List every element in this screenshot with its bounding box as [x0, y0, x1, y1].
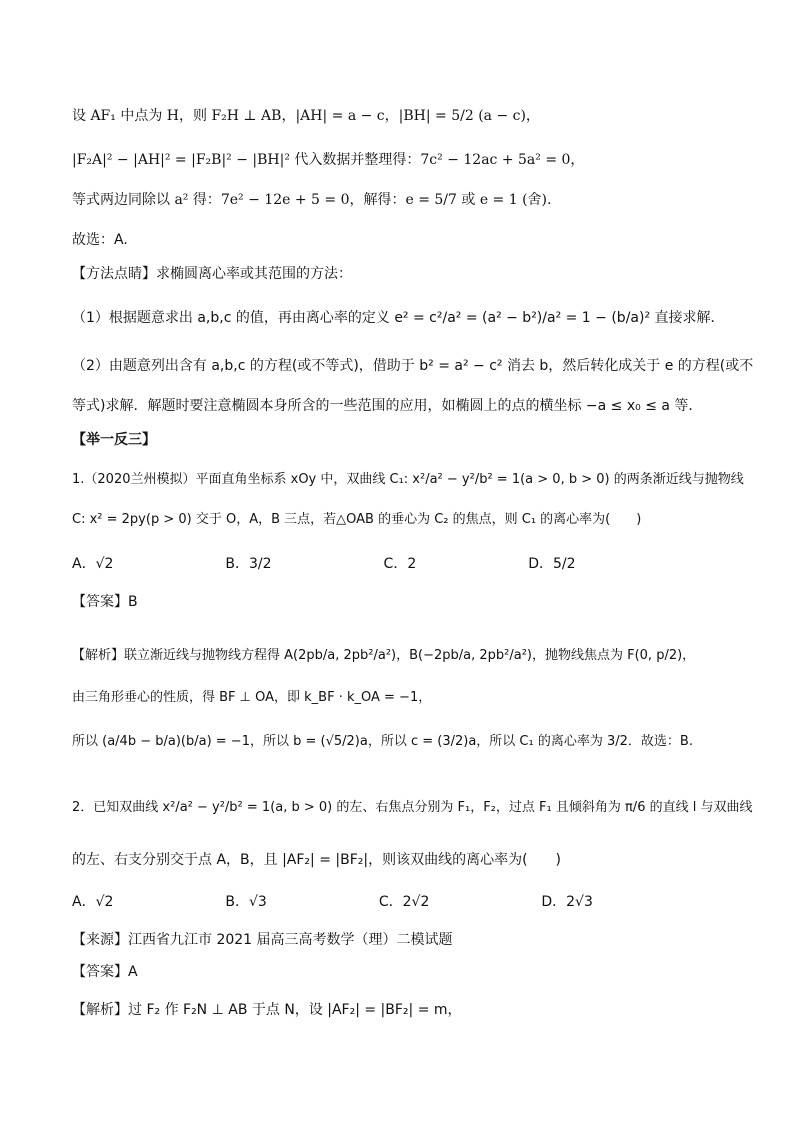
text-line-17: 2．已知双曲线 x²/a² − y²/b² = 1(a, b > 0) 的左、右焦点分别为 F₁，F₂，过点 F₁ 且倾斜角为 π/6 的直线 l 与双曲线 [72, 800, 753, 815]
text-line-3: 等式两边同除以 a² 得：7e² − 12e + 5 = 0，解得：e = 5/7 或 e = 1 (舍). [72, 192, 552, 208]
text-line-19: A．√2 B．√3 C．2√2 D．2√3 [72, 894, 593, 910]
text-line-10: 1.（2020兰州模拟）平面直角坐标系 xOy 中，双曲线 C₁: x²/a² − y²/b² = 1(a > 0, b > 0) 的两条渐近线与抛物线 [72, 472, 744, 487]
text-line-22: 【解析】过 F₂ 作 F₂N ⊥ AB 于点 N，设 |AF₂| = |BF₂| = m， [72, 1002, 462, 1018]
text-line-13: 【答案】B [72, 594, 138, 610]
text-line-5: 【方法点睛】求椭圆离心率或其范围的方法： [72, 266, 352, 282]
text-line-20: 【来源】江西省九江市 2021 届高三高考数学（理）二模试题 [72, 932, 453, 948]
text-line-16: 所以 (a/4b − b/a)(b/a) = −1，所以 b = (√5/2)a，所以 c = (3/2)a，所以 C₁ 的离心率为 3/2．故选：B. [72, 734, 693, 749]
text-line-21: 【答案】A [72, 964, 138, 980]
text-line-14: 【解析】联立渐近线与抛物线方程得 A(2pb/a, 2pb²/a²)，B(−2pb/a, 2pb²/a²)，抛物线焦点为 F(0, p/2)， [72, 648, 696, 663]
text-line-9: 【举一反三】 [72, 432, 156, 448]
text-line-4: 故选：A. [72, 232, 128, 248]
text-line-15: 由三角形垂心的性质，得 BF ⊥ OA，即 k_BF · k_OA = −1， [72, 690, 432, 705]
text-line-12: A．√2 B．3/2 C．2 D．5/2 [72, 556, 576, 572]
text-line-7: （2）由题意列出含有 a,b,c 的方程(或不等式)，借助于 b² = a² − c² 消去 b，然后转化成关于 e 的方程(或不 [72, 358, 754, 374]
text-line-2: |F₂A|² − |AH|² = |F₂B|² − |BH|² 代入数据并整理得：7c² − 12ac + 5a² = 0， [72, 152, 585, 168]
text-line-8: 等式)求解．解题时要注意椭圆本身所含的一些范围的应用，如椭圆上的点的横坐标 −a ≤ x₀ ≤ a 等． [72, 398, 703, 414]
text-line-18: 的左、右支分别交于点 A，B，且 |AF₂| = |BF₂|，则该双曲线的离心率为( ) [72, 852, 562, 868]
text-line-1: 设 AF₁ 中点为 H，则 F₂H ⊥ AB，|AH| = a − c，|BH| = 5/2 (a − c)， [72, 108, 540, 124]
text-line-11: C: x² = 2py(p > 0) 交于 O，A，B 三点，若△OAB 的垂心为 C₂ 的焦点，则 C₁ 的离心率为( ) [72, 512, 642, 527]
text-line-6: （1）根据题意求出 a,b,c 的值，再由离心率的定义 e² = c²/a² = (a² − b²)/a² = 1 − (b/a)² 直接求解． [72, 310, 725, 326]
